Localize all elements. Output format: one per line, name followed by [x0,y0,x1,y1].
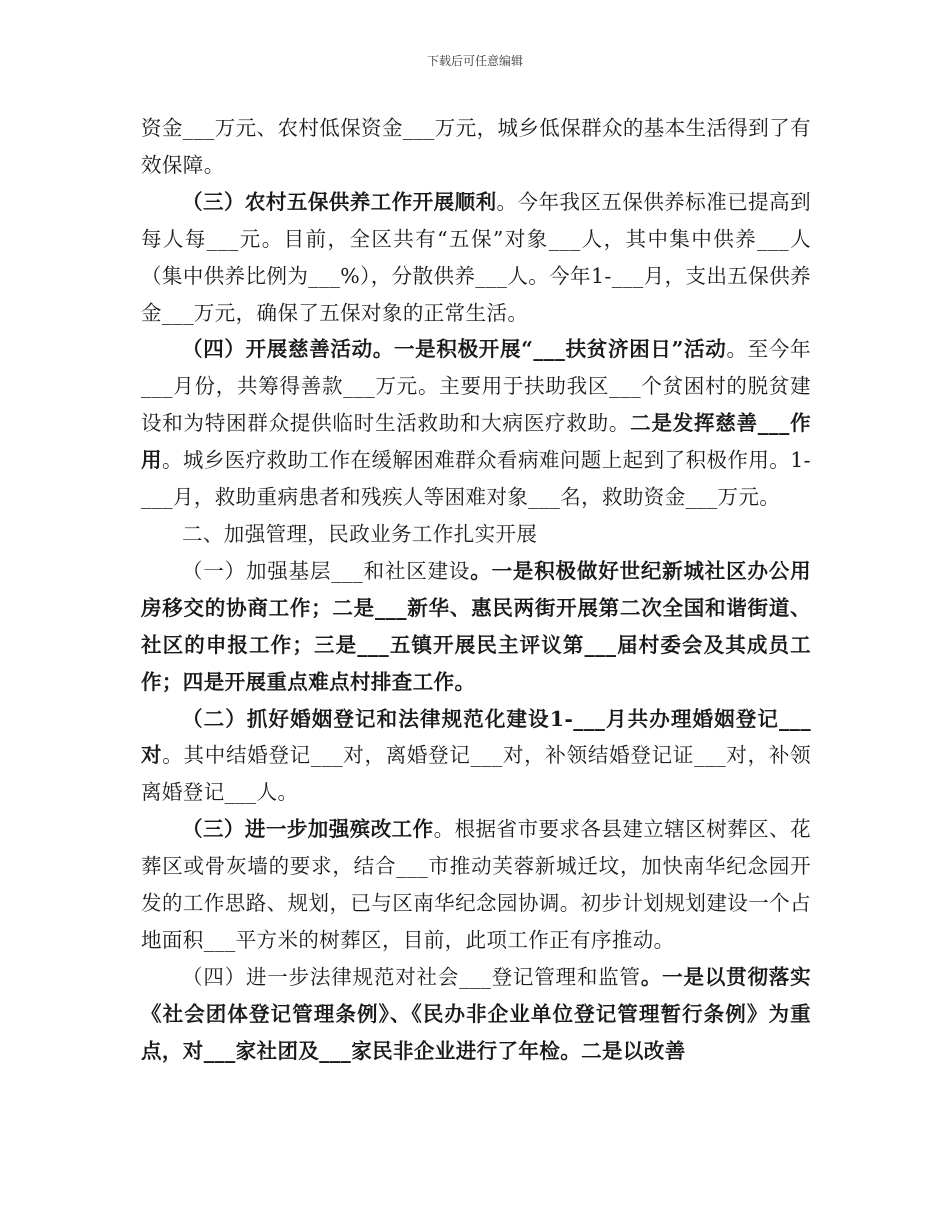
document-body [141,110,811,1070]
text-segment: 。至今年___月份，共筹得善款___万元。主要用于扶助我区___个贫困村的脱贫建设和为特困群众提供临时生活救助和大病医疗救助。 [141,337,811,436]
text-segment: 。根据省市要求各县建立辖区树葬区、花葬区或骨灰墙的要求，结合___市推动芙蓉新城迁坟，加快南华纪念园开发的工作思路、规划，已与区南华纪念园协调。初步计划规划建设一个占地面积___平方米的树葬区，目前，此项工作正有序推动。 [141,817,811,952]
page-header: 下载后可任意编辑 [426,54,523,68]
text-segment: 资金___万元、农村低保资金___万元，城乡低保群众的基本生活得到了有效保障。 [141,116,811,177]
text-segment: 。其中结婚登记___对，离婚登记___对，补领结婚登记证___对，补领离婚登记___人。 [141,743,812,805]
paragraph-6 [141,701,811,812]
heading-segment: （二）抓好婚姻登记和法律规范化建设1-___月共办理婚姻登记___对 [141,706,811,768]
text-segment: （一）加强基层___和社区建设 [182,558,471,583]
heading-segment: 二是发挥慈善___作用 [141,411,811,473]
text-segment: 。城乡医疗救助工作在缓解困难群众看病难问题上起到了积极作用。1-___月，救助重病患者和残疾人等困难对象___名，救助资金___万元。 [141,448,811,510]
heading-segment: （四）开展慈善活动。一是积极开展“___扶贫济困日”活动 [182,337,727,362]
paragraph-5 [141,553,811,701]
paragraph-8 [141,959,811,1070]
heading-segment: 。一是以贯彻落实《社会团体登记管理条例》、《民办非企业单位登记管理暂行条例》为重点，对___家社团及___家民非企业进行了年检。二是以改善 [141,964,812,1063]
paragraph-2 [141,184,811,332]
heading-segment: （三）进一步加强殡改工作 [182,817,434,842]
text-segment: 。今年我区五保供养标准已提高到每人每___元。目前，全区共有“五保”对象___人，其中集中供养___人（集中供养比例为___%），分散供养___人。今年1-___月，支出五保供养金___万元，确保了五保对象的正常生活。 [141,189,812,325]
text-segment: 二、加强管理，民政业务工作扎实开展 [182,521,538,546]
text-segment: （四）进一步法律规范对社会___登记管理和监管 [182,964,641,989]
paragraph-7 [141,811,811,959]
heading-segment: （三）农村五保供养工作开展顺利 [182,189,497,214]
paragraph-1 [141,110,811,184]
paragraph-3 [141,331,811,516]
heading-segment: 。一是积极做好世纪新城社区办公用房移交的协商工作；二是___新华、惠民两街开展第二次全国和谐街道、社区的申报工作；三是___五镇开展民主评议第___届村委会及其成员工作；四是开展重点难点村排查工作。 [141,558,811,694]
section-heading [141,516,811,553]
